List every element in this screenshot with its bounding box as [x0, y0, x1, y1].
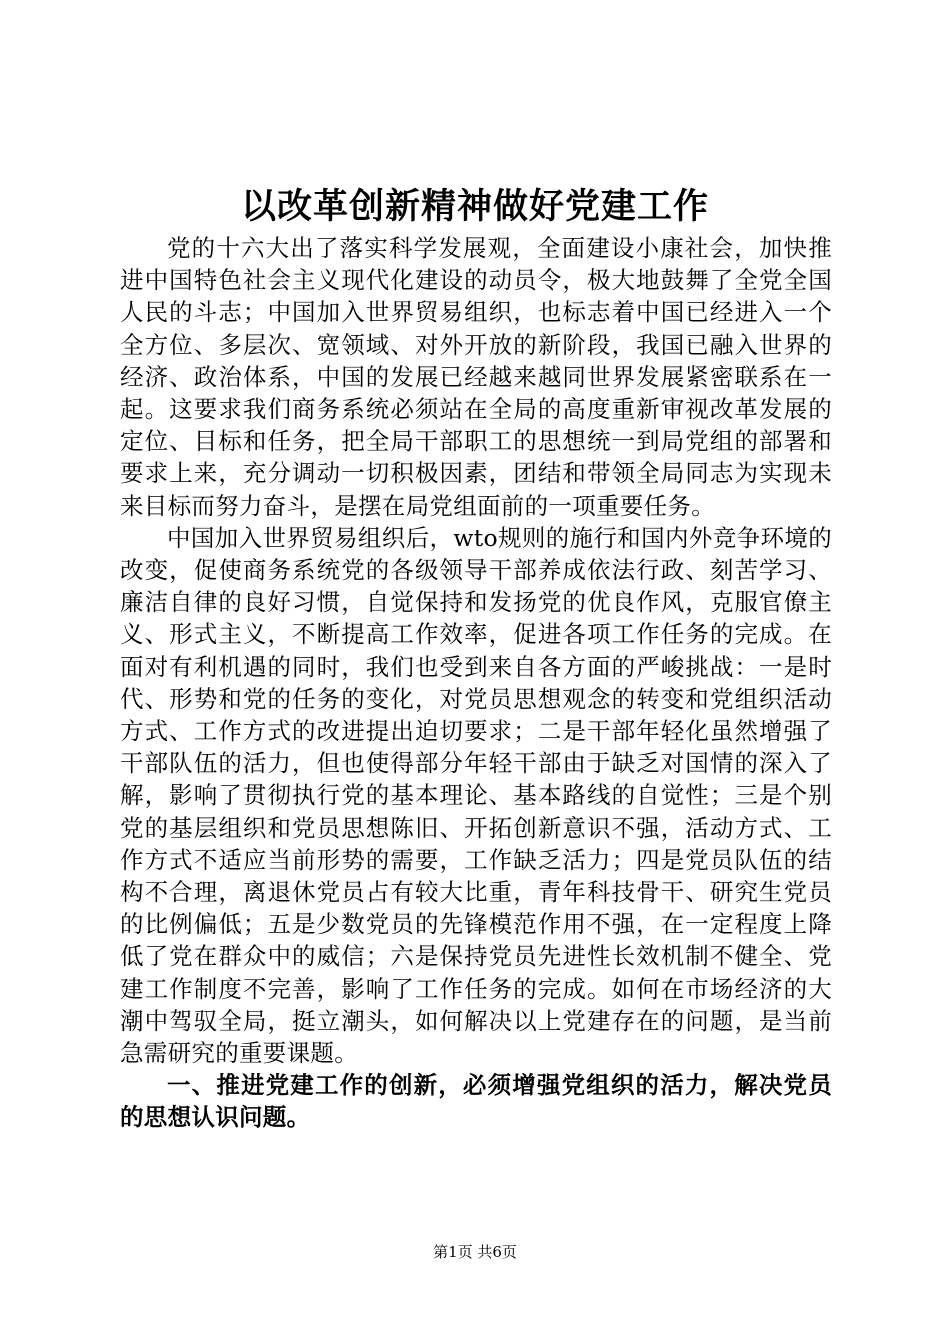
- paragraph-2: 中国加入世界贸易组织后，wto规则的施行和国内外竞争环境的改变，促使商务系统党的各级领导干部养成依法行政、刻苦学习、廉洁自律的良好习惯，自觉保持和发扬党的优良作风，克服官僚主义、形式主义，不断提高工作效率，促进各项工作任务的完成。在面对有利机遇的同时，我们也受到来自各方面的严峻挑战：一是时代、形势和党的任务的变化，对党员思想观念的转变和党组织活动方式、工作方式的改进提出迫切要求；二是干部年轻化虽然增强了干部队伍的活力，但也使得部分年轻干部由于缺乏对国情的深入了解，影响了贯彻执行党的基本理论、基本路线的自觉性；三是个别党的基层组织和党员思想陈旧、开拓创新意识不强，活动方式、工作方式不适应当前形势的需要，工作缺乏活力；四是党员队伍的结构不合理，离退休党员占有较大比重，青年科技骨干、研究生党员的比例偏低；五是少数党员的先锋模范作用不强，在一定程度上降低了党在群众中的威信；六是保持党员先进性长效机制不健全、党建工作制度不完善，影响了工作任务的完成。如何在市场经济的大潮中驾驭全局，挺立潮头，如何解决以上党建存在的问题，是当前急需研究的重要课题。: [120, 523, 832, 1068]
- section-heading-1: 一、推进党建工作的创新，必须增强党组织的活力，解决党员的思想认识问题。: [120, 1071, 832, 1132]
- page-footer: 第1页 共6页: [433, 1243, 517, 1261]
- document-title: 以改革创新精神做好党建工作: [240, 187, 709, 227]
- document-body: [120, 232, 832, 1134]
- paragraph-1: 党的十六大出了落实科学发展观，全面建设小康社会，加快推进中国特色社会主义现代化建设的动员令，极大地鼓舞了全党全国人民的斗志；中国加入世界贸易组织，也标志着中国已经进入一个全方位、多层次、宽领域、对外开放的新阶段，我国已融入世界的经济、政治体系，中国的发展已经越来越同世界发展紧密联系在一起。这要求我们商务系统必须站在全局的高度重新审视改革发展的定位、目标和任务，把全局干部职工的思想统一到局党组的部署和要求上来，充分调动一切积极因素，团结和带领全局同志为实现未来目标而努力奋斗，是摆在局党组面前的一项重要任务。: [120, 234, 832, 520]
